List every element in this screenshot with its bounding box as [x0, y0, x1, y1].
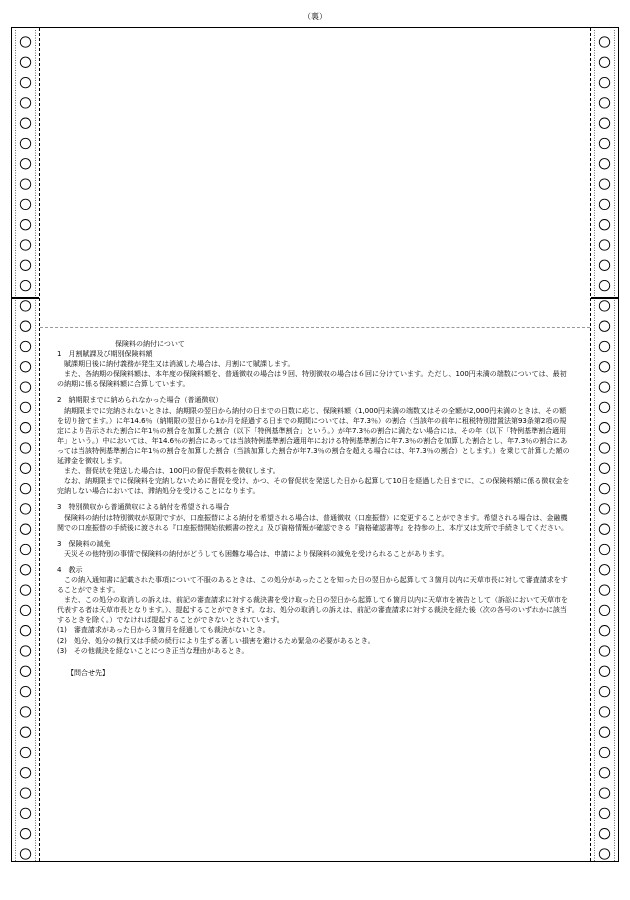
section-paragraph: なお、納期限までに保険料を完納しないために督促を受け、かつ、その督促状を発送した日から起算して10日を経過した日までに、この保険料額に係る徴収金を完納しない場合においては、滞納処分を受けることになります。: [57, 477, 570, 496]
feed-hole: [599, 159, 609, 169]
feed-hole: [599, 321, 609, 331]
feed-hole: [20, 362, 30, 372]
feed-hole: [599, 199, 609, 209]
feed-hole: [20, 483, 30, 493]
feed-hole: [20, 463, 30, 473]
feed-hole: [20, 37, 30, 47]
feed-hole: [20, 159, 30, 169]
feed-hole: [599, 362, 609, 372]
notice-title: 保険料の納付について: [115, 340, 185, 348]
feed-hole: [20, 118, 30, 128]
feed-hole: [599, 382, 609, 392]
feed-hole: [20, 220, 30, 230]
section-heading: 4 教示: [57, 565, 83, 574]
feed-hole: [599, 565, 609, 575]
feed-hole: [599, 301, 609, 311]
feed-hole: [20, 77, 30, 87]
feed-hole: [599, 341, 609, 351]
feed-hole: [20, 57, 30, 67]
feed-hole: [20, 707, 30, 717]
left-fold-mark: [12, 297, 39, 299]
feed-hole: [20, 341, 30, 351]
section-heading: 2 納期限までに納められなかった場合（普通徴収）: [57, 396, 223, 405]
feed-hole: [20, 788, 30, 798]
feed-hole: [599, 747, 609, 757]
left-tractor-strip: [12, 28, 39, 861]
feed-hole: [20, 240, 30, 250]
appeal-condition-item: (1) 審査請求があった日から３箇月を経過しても裁決がないとき。: [57, 626, 270, 635]
center-perforation: [40, 327, 590, 328]
right-tractor-strip: [591, 28, 618, 861]
feed-hole: [20, 605, 30, 615]
feed-hole: [20, 382, 30, 392]
feed-hole: [20, 443, 30, 453]
feed-hole: [20, 646, 30, 656]
section-paragraph: また、各納期の保険料額は、本年度の保険料額を、普通徴収の場合は９回、特別徴収の場合は６回に分けています。ただし、100円未満の端数については、最初の納期に係る保険料額に合算しています。: [57, 370, 567, 389]
feed-hole: [599, 280, 609, 290]
feed-hole: [20, 402, 30, 412]
feed-hole: [599, 585, 609, 595]
feed-hole: [599, 57, 609, 67]
right-fold-mark: [591, 297, 618, 299]
feed-hole: [20, 321, 30, 331]
right-feed-holes: [591, 28, 618, 861]
feed-hole: [599, 98, 609, 108]
section-paragraph: 賦課期日後に納付義務が発生又は消滅した場合は、月割にて賦課します。: [64, 360, 295, 369]
feed-hole: [20, 260, 30, 270]
section-heading: 3 保険料の減免: [57, 539, 111, 548]
feed-hole: [599, 544, 609, 554]
feed-hole: [20, 544, 30, 554]
feed-hole: [20, 301, 30, 311]
feed-hole: [20, 829, 30, 839]
feed-hole: [20, 138, 30, 148]
feed-hole: [599, 483, 609, 493]
section-paragraph: 保険料の納付は特別徴収が原則ですが、口座振替による納付を希望される場合は、普通徴収（口座振替）に変更することができます。希望される場合は、金融機関での口座振替の手続後に渡される『口座振替開始依頼書の控え』及び資格情報が確認できる『資格確認書等』を持参の上、本庁又は支所で手続きしてください。: [57, 513, 568, 532]
left-tear-line: [39, 28, 40, 861]
right-tear-line: [590, 28, 591, 861]
feed-hole: [599, 179, 609, 189]
feed-hole: [20, 199, 30, 209]
feed-hole: [599, 37, 609, 47]
section-paragraph: 天災その他特別の事情で保険料の納付がどうしても困難な場合は、申請により保険料の減免を受けられることがあります。: [64, 549, 449, 558]
feed-hole: [599, 504, 609, 514]
page-label: （裏）: [303, 12, 327, 21]
feed-hole: [599, 138, 609, 148]
feed-hole: [599, 707, 609, 717]
feed-hole: [599, 849, 609, 859]
feed-hole: [599, 605, 609, 615]
feed-hole: [599, 240, 609, 250]
feed-hole: [599, 260, 609, 270]
section-paragraph: また、督促状を発送した場合は、100円の督促手数料を徴収します。: [64, 467, 280, 476]
appeal-condition-item: (3) その他裁決を経ないことにつき正当な理由があるとき。: [57, 646, 249, 655]
feed-hole: [599, 626, 609, 636]
feed-hole: [20, 179, 30, 189]
feed-hole: [20, 666, 30, 676]
feed-hole: [20, 626, 30, 636]
feed-hole: [599, 808, 609, 818]
feed-hole: [599, 686, 609, 696]
feed-hole: [599, 463, 609, 473]
feed-hole: [599, 118, 609, 128]
section-paragraph: 納期限までに完納されないときは、納期限の翌日から納付の日までの日数に応じ、保険料額（1,000円未満の端数又はその全額が2,000円未満のときは、その額を切り捨てます。）に年14.6％（納期限の翌日から1か月を経過する日までの期間については、年7.3％）の割合（当該年の前年に租税特別措置法第93条第2項の規定により告示された割合に年1％の割合を加算した割合（以下「特例基準割合」という。）が年7.3％の割合に満たない場合には、その年（以下「特例基準割合適用年」という。）中においては、年14.6％の割合にあっては当該特例基準割合適用年における特例基準割合に年7.3％の割合を加算した割合とし、年7.3％の割合にあっては当該特例基準割合に年1％の割合を加算した割合（当該加算した割合が年7.3％の割合を超える場合には、年7.3％の割合）とします。）を乗じて計算した額の延滞金を徴収します。: [57, 406, 570, 466]
section-heading: 3 特別徴収から普通徴収による納付を希望される場合: [57, 503, 230, 512]
feed-hole: [599, 788, 609, 798]
feed-hole: [20, 808, 30, 818]
feed-hole: [20, 849, 30, 859]
feed-hole: [20, 727, 30, 737]
feed-hole: [20, 280, 30, 290]
feed-hole: [20, 524, 30, 534]
appeal-condition-item: (2) 処分、処分の執行又は手続の続行により生ずる著しい損害を避けるため緊急の必要があるとき。: [57, 636, 375, 645]
feed-hole: [599, 524, 609, 534]
feed-hole: [20, 504, 30, 514]
feed-hole: [599, 402, 609, 412]
feed-hole: [20, 565, 30, 575]
feed-hole: [20, 98, 30, 108]
feed-hole: [599, 77, 609, 87]
feed-hole: [599, 423, 609, 433]
feed-hole: [599, 666, 609, 676]
section-heading: 1 月割賦課及び期別保険料額: [57, 350, 153, 359]
feed-hole: [599, 220, 609, 230]
feed-hole: [20, 747, 30, 757]
feed-hole: [20, 423, 30, 433]
contact-label: 【問合せ先】: [67, 668, 109, 677]
section-paragraph: また、この処分の取消しの訴えは、前記の審査請求に対する裁決書を受け取った日の翌日から起算して６箇月以内に天草市を被告として（訴訟において天草市を代表する者は天草市長となります。）、提起することができます。なお、処分の取消しの訴えは、前記の審査請求に対する裁決を経た後（次の各号のいずれかに該当するときを除く。）でなければ提起することができないとされています。: [57, 596, 568, 625]
payment-notice: [57, 339, 573, 678]
left-feed-holes: [12, 28, 39, 861]
feed-hole: [20, 585, 30, 595]
feed-hole: [599, 646, 609, 656]
section-paragraph: この納入通知書に記載された事項について不服のあるときは、この処分があったことを知った日の翌日から起算して３箇月以内に天草市長に対して審査請求をすることができます。: [57, 575, 568, 595]
feed-hole: [599, 443, 609, 453]
feed-hole: [20, 768, 30, 778]
feed-hole: [20, 686, 30, 696]
feed-hole: [599, 727, 609, 737]
feed-hole: [599, 768, 609, 778]
feed-hole: [599, 829, 609, 839]
